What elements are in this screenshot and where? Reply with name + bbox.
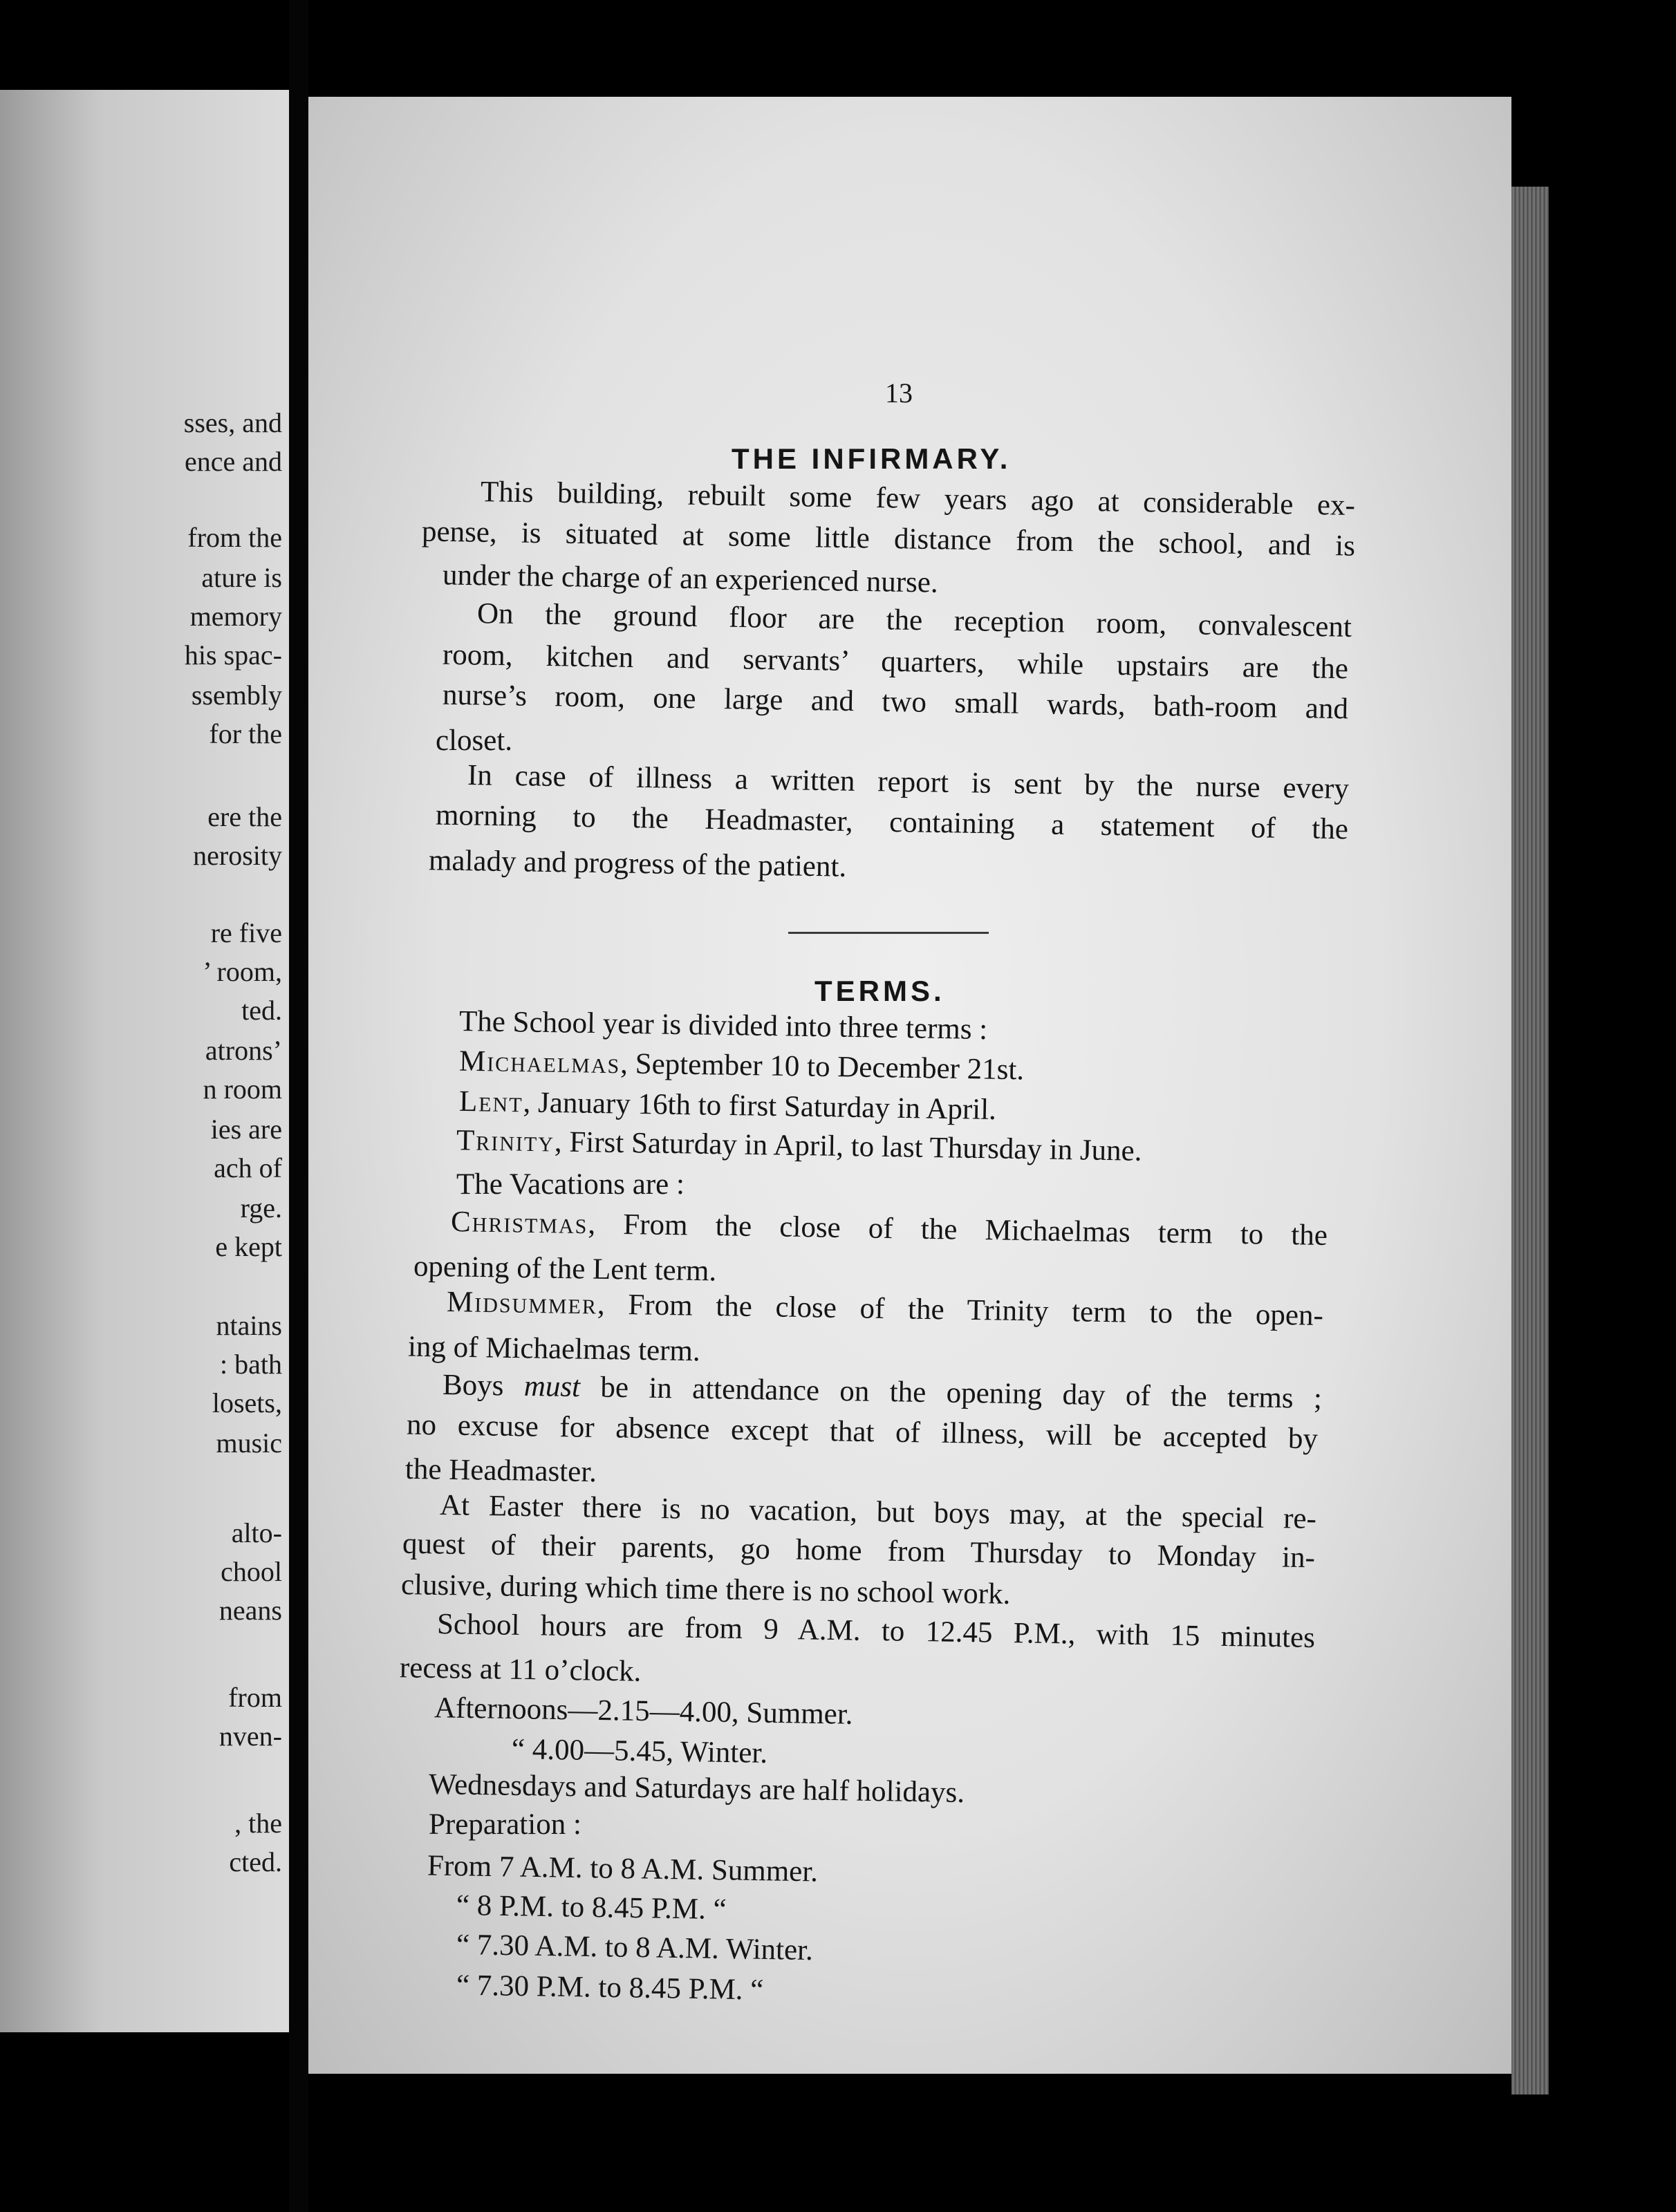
left-fragment: cted.	[229, 1846, 282, 1877]
left-fragment: neans	[218, 1595, 282, 1626]
left-fragment: his spac-	[184, 639, 282, 671]
term-dates: , First Saturday in April, to last Thursday in June.	[554, 1125, 1142, 1168]
infirmary-line: malady and progress of the patient.	[428, 844, 847, 883]
preparation-line: “ 8 P.M. to 8.45 P.M. “	[456, 1888, 727, 1927]
attendance-line: the Headmaster.	[404, 1452, 597, 1489]
left-fragment: e kept	[215, 1231, 282, 1262]
left-fragment: from	[228, 1682, 282, 1713]
attendance-text: be in attendance on the opening day of the terms ;	[579, 1371, 1323, 1415]
left-fragment: losets,	[212, 1387, 282, 1418]
left-fragment: ntains	[216, 1310, 282, 1341]
left-fragment: nven-	[218, 1721, 282, 1752]
left-fragment: ere the	[207, 801, 282, 832]
book-gutter	[289, 0, 308, 2212]
easter-line: clusive, during which time there is no school work.	[400, 1568, 1011, 1611]
infirmary-line: On the ground floor are the reception room, convalescent	[476, 597, 1352, 644]
vacation-name: Christmas	[450, 1206, 588, 1241]
terms-intro: The School year is divided into three terms :	[458, 1005, 988, 1046]
left-fragment: ach of	[214, 1152, 282, 1183]
page-block-edge	[1511, 187, 1549, 2094]
left-fragment: sses, and	[183, 407, 282, 438]
easter-line: At Easter there is no vacation, but boys may, at the special re-	[439, 1489, 1317, 1535]
left-fragment: rge.	[240, 1192, 282, 1224]
infirmary-heading: THE INFIRMARY.	[732, 442, 1012, 475]
hours-line: recess at 11 o’clock.	[399, 1651, 642, 1688]
left-fragment: ssembly	[191, 679, 282, 711]
attendance-line: no excuse for absence except that of illness, will be accepted by	[406, 1408, 1319, 1456]
infirmary-line: morning to the Headmaster, containing a statement of the	[435, 798, 1349, 846]
preparation-label: Preparation :	[429, 1808, 581, 1841]
vacation-name: Midsummer	[446, 1286, 598, 1321]
half-holidays: Wednesdays and Saturdays are half holidays.	[428, 1768, 965, 1810]
afternoons-line: “ 4.00—5.45, Winter.	[511, 1733, 768, 1770]
term-dates: , September 10 to December 21st.	[620, 1047, 1025, 1087]
vacation-text: , From the close of the Michaelmas term to the	[588, 1208, 1328, 1252]
vacation-christmas-cont: opening of the Lent term.	[413, 1250, 717, 1288]
left-fragment: : bath	[220, 1349, 282, 1380]
left-fragment: , the	[234, 1808, 282, 1839]
left-fragment: atrons’	[205, 1035, 282, 1066]
term-dates: , January 16th to first Saturday in April.	[523, 1086, 997, 1127]
preparation-line: “ 7.30 A.M. to 8 A.M. Winter.	[456, 1928, 814, 1967]
vacation-text: , From the close of the Trinity term to the open-	[597, 1288, 1324, 1332]
infirmary-line: under the charge of an experienced nurse.	[442, 559, 939, 599]
term-name: Lent	[458, 1085, 523, 1119]
preparation-line: “ 7.30 P.M. to 8.45 P.M. “	[456, 1969, 764, 2007]
section-divider	[788, 932, 989, 934]
vacations-intro: The Vacations are :	[456, 1168, 685, 1201]
left-fragment: ature is	[201, 562, 282, 593]
left-fragment: for the	[209, 718, 282, 749]
easter-line: quest of their parents, go home from Thursday to Monday in-	[402, 1527, 1316, 1575]
page-number: 13	[885, 377, 913, 409]
hours-line: School hours are from 9 A.M. to 12.45 P.M., with 15 minutes	[436, 1608, 1316, 1654]
infirmary-line: pense, is situated at some little distance from the school, and is	[421, 515, 1356, 563]
left-fragment: ted.	[241, 995, 282, 1026]
left-fragment: ’ room,	[203, 956, 282, 987]
term-name: Michaelmas	[458, 1044, 621, 1080]
left-fragment: memory	[189, 601, 282, 632]
term-name: Trinity	[456, 1124, 555, 1159]
left-fragment: n room	[203, 1074, 282, 1105]
left-fragment: re five	[210, 917, 282, 948]
infirmary-line: closet.	[436, 724, 513, 757]
preparation-line: From 7 A.M. to 8 A.M. Summer.	[427, 1849, 819, 1888]
left-fragment: nerosity	[193, 840, 282, 871]
attendance-text: Boys	[442, 1369, 525, 1403]
vacation-midsummer-cont: ing of Michaelmas term.	[407, 1330, 701, 1368]
attendance-emphasis: must	[523, 1369, 581, 1404]
terms-heading: TERMS.	[814, 975, 945, 1007]
left-fragment: alto-	[231, 1517, 282, 1548]
infirmary-line: This building, rebuilt some few years ago at considerable ex-	[480, 476, 1356, 522]
left-fragment: music	[216, 1427, 282, 1459]
left-facing-page	[0, 90, 289, 2032]
left-fragment: chool	[221, 1556, 282, 1587]
left-fragment: ence and	[184, 446, 282, 477]
left-fragment: from the	[187, 522, 282, 553]
infirmary-line: nurse’s room, one large and two small wards, bath-room and	[442, 678, 1349, 726]
left-fragment: ies are	[210, 1114, 282, 1145]
infirmary-line: In case of illness a written report is sent by the nurse every	[467, 758, 1350, 806]
infirmary-line: room, kitchen and servants’ quarters, while upstairs are the	[442, 638, 1349, 686]
afternoons-line: Afternoons—2.15—4.00, Summer.	[434, 1691, 853, 1731]
